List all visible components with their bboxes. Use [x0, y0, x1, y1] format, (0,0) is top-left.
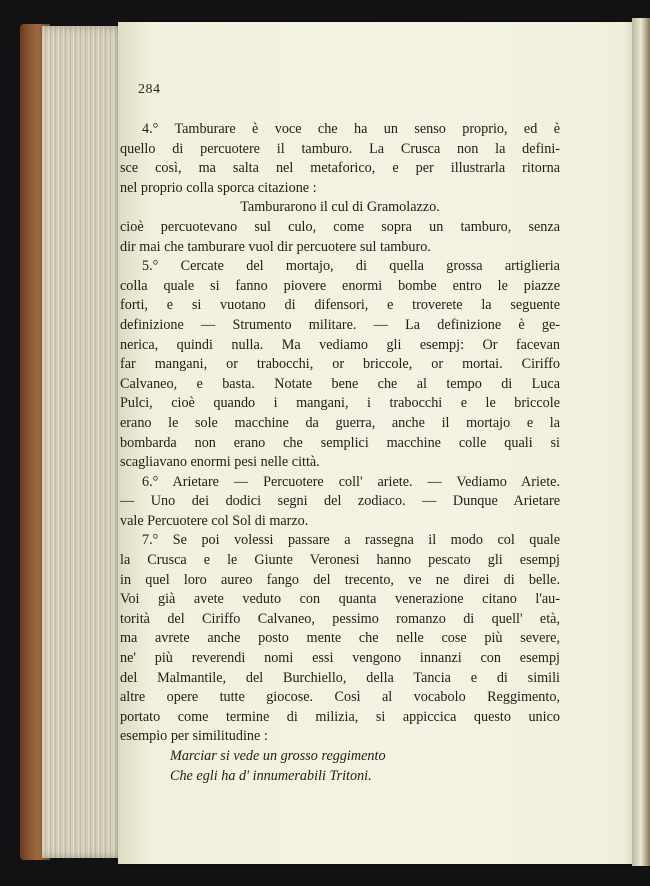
text-line: colla quale si fanno piovere enormi bombe entro le piazze [120, 277, 560, 294]
text-line: nerica, quindi nulla. Ma vediamo gli esempj: Or facevan [120, 336, 560, 353]
text-line: Calvaneo, e basta. Notate bene che al tempo di Luca [120, 375, 560, 392]
text-line: Che egli ha d' innumerabili Tritoni. [170, 767, 372, 784]
text-line: la Crusca e le Giunte Veronesi hanno pescato gli esempj [120, 552, 560, 569]
text-line: forti, e si vuotano di difensori, e troverete la seguente [120, 297, 560, 314]
text-line: del Malmantile, del Burchiello, della Tancia e di simili [120, 669, 560, 686]
text-line: quello di percuotere il tamburo. La Crusca non la defini- [120, 140, 560, 157]
text-line: nel proprio colla sporca citazione : [120, 179, 317, 196]
text-line: erano le sole macchine da guerra, anche il mortajo e la [120, 414, 560, 431]
text-line: esempio per similitudine : [120, 728, 268, 745]
text-line: scagliavano enormi pesi nelle città. [120, 454, 320, 471]
text-line: bombarda non erano che semplici macchine colle quali si [120, 434, 560, 451]
text-line: 5.° Cercate del mortajo, di quella grossa artiglieria [142, 258, 560, 275]
text-line: ma avrete anche posto mente che nelle cose più severe, [120, 630, 560, 647]
text-line: vale Percuotere col Sol di marzo. [120, 512, 309, 529]
text-line: torità del Ciriffo Calvaneo, pessimo romanzo di quell' età, [120, 610, 560, 627]
text-line: dir mai che tamburare vuol dir percuotere sul tamburo. [120, 238, 431, 255]
text-line: far mangani, or trabocchi, or briccole, or mortai. Ciriffo [120, 356, 560, 373]
text-line: — Uno dei dodici segni del zodiaco. — Dunque Arietare [120, 493, 560, 510]
text-line: ne' più reverendi nomi essi vengono innanzi con esempj [120, 650, 560, 667]
text-line: Marciar si vede un grosso reggimento [170, 748, 386, 764]
text-line: Voi già avete veduto con quanta venerazione citano l'au- [120, 591, 560, 608]
facing-page-edge [632, 18, 650, 866]
text-line: altre opere tutte giocose. Così al vocabolo Reggimento, [120, 689, 560, 706]
text-line: cioè percuotevano sul culo, come sopra un tamburo, senza [120, 218, 560, 235]
text-line: portato come termine di milizia, si appiccica questo unico [120, 708, 560, 725]
page-number: 284 [138, 82, 161, 97]
text-line: 4.° Tamburare è voce che ha un senso proprio, ed è [142, 121, 560, 137]
text-line: Pulci, cioè quando i mangani, i trabocchi e le briccole [120, 395, 560, 412]
page-text [120, 120, 560, 786]
text-line: sce così, ma salta nel metaforico, e per illustrarla ritorna [120, 160, 560, 177]
text-line: Tamburarono il cul di Gramolazzo. [240, 199, 440, 216]
text-line: definizione — Strumento militare. — La definizione è ge- [120, 316, 560, 333]
text-line: 6.° Arietare — Percuotere coll' ariete. — Vediamo Ariete. [142, 473, 560, 490]
text-line: 7.° Se poi volessi passare a rassegna il modo col quale [142, 532, 560, 549]
text-line: in quel loro aureo fango del trecento, ve ne direi di belle. [120, 571, 560, 588]
